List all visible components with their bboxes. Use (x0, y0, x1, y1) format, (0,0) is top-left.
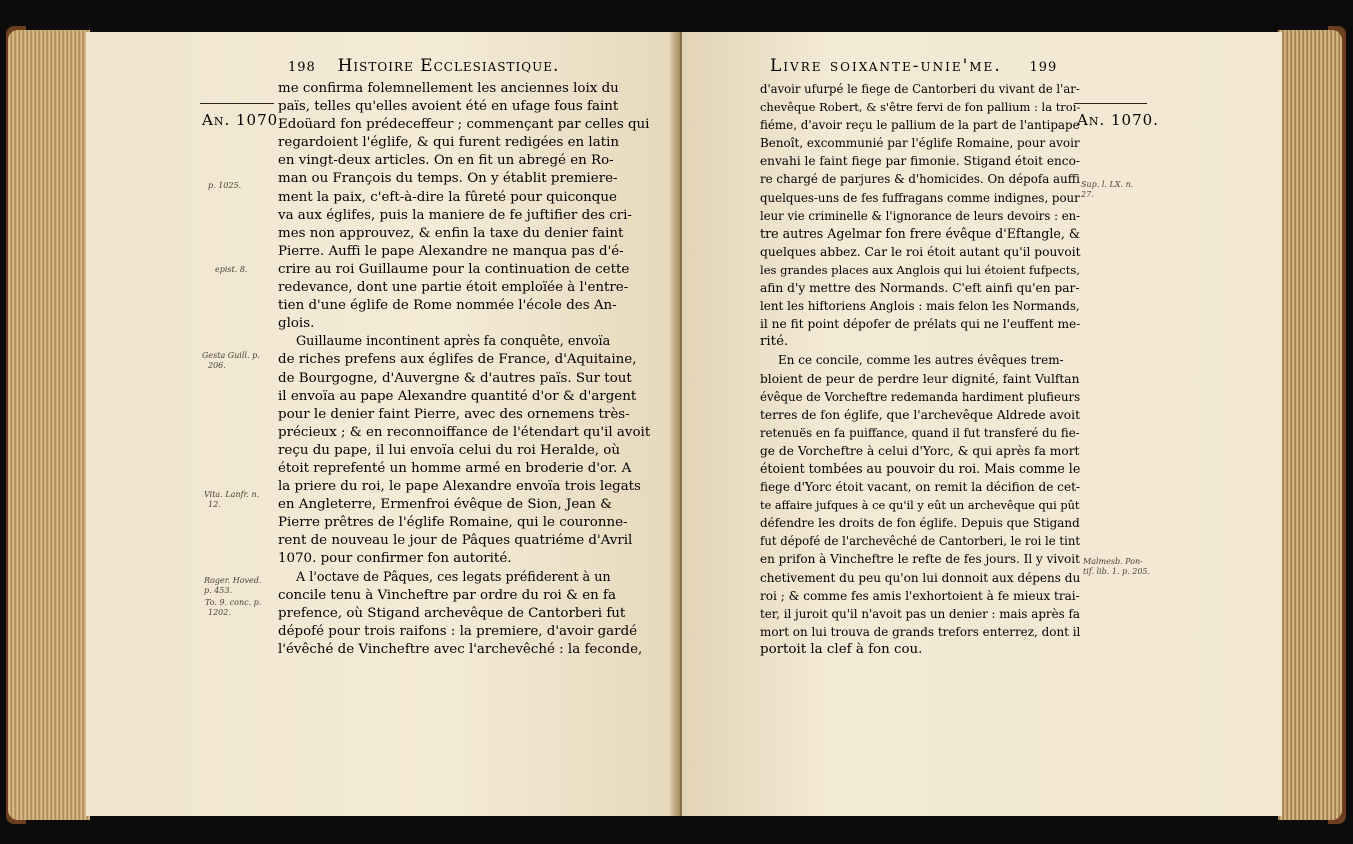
text-line: man ou François du temps. On y établit premiere- (278, 171, 618, 187)
text-line: rent de nouveau le jour de Pâques quatriéme d'Avril (278, 533, 633, 549)
text-line: ter, il juroit qu'il n'avoit pas un denier : mais après fa (760, 606, 1080, 621)
text-line: mort on lui trouva de grands trefors enterrez, dont il (760, 624, 1081, 639)
margin-note: Vita. Lanfr. n. (204, 490, 260, 499)
margin-note: Sup. l. LX. n. (1081, 180, 1134, 189)
text-line: il ne fit point dépofer de prélats qui ne l'euffent me- (760, 317, 1081, 332)
text-line: ment la paix, c'eft-à-dire la fûreté pour quiconque (278, 189, 617, 205)
margin-note: 12. (208, 500, 221, 509)
text-line: ge de Vorcheftre à celui d'Yorc, & qui après fa mort (760, 443, 1080, 458)
text-line: lent les hiftoriens Anglois : mais felon les Normands, (760, 299, 1080, 314)
text-line: me confirma folemnellement les anciennes loix du (278, 81, 619, 96)
text-line: quelques-uns de fes fuffragans comme indignes, pour (760, 190, 1080, 205)
margin-note: 27. (1081, 190, 1094, 199)
margin-note: tif. lib. 1. p. 205. (1083, 567, 1151, 576)
text-line: évêque de Vorcheftre redemanda hardiment plufieurs (760, 389, 1081, 404)
text-line: fiege d'Yorc étoit vacant, on remit la décifion de cet- (760, 480, 1081, 495)
text-line: va aux églifes, puis la maniere de fe juftifier des cri- (278, 207, 632, 223)
page-edges-right (1278, 30, 1342, 820)
text-line: pour le denier faint Pierre, avec des ornemens très- (278, 406, 630, 422)
right-year-label: An. 1070. (1077, 111, 1159, 129)
text-line: terres de fon églife, que l'archevêque Aldrede avoit (760, 407, 1080, 422)
right-year-rule (1075, 103, 1147, 104)
text-line: Pierre. Auffi le pape Alexandre ne manqua pas d'é- (278, 243, 624, 259)
text-line: glois. (278, 316, 315, 332)
text-line: tre autres Agelmar fon frere évêque d'Eftangle, & (760, 225, 1081, 241)
text-line: en prifon à Vincheftre le refte de fes jours. Il y vivoit (760, 552, 1080, 567)
text-line: re chargé de parjures & d'homicides. On dépofa auffi (760, 172, 1080, 187)
text-line: la priere du roi, le pape Alexandre envoïa trois legats (278, 479, 641, 495)
text-line: En ce concile, comme les autres évêques trem- (778, 353, 1064, 368)
text-line: étoient tombées au pouvoir du roi. Mais comme le (760, 460, 1081, 476)
left-year-label: An. 1070. (202, 111, 284, 129)
text-line: en Angleterre, Ermenfroi évêque de Sion, Jean & (278, 497, 613, 513)
margin-note: To. 9. conc. p. (205, 598, 262, 607)
text-line: rité. (760, 334, 789, 350)
text-line: reçu du pape, il lui envoïa celui du roi Heralde, où (278, 442, 620, 458)
text-line: te affaire jufques à ce qu'il y eût un archevêque qui pût (760, 498, 1080, 513)
text-line: Guillaume incontinent après fa conquête, envoïa (296, 334, 611, 350)
text-line: chetivement du peu qu'on lui donnoit aux dépens du (760, 570, 1081, 585)
text-line: chevêque Robert, & s'être fervi de fon pallium : la troi- (760, 100, 1081, 115)
text-line: défendre les droits de fon églife. Depuis que Stigand (760, 516, 1080, 531)
text-line: il envoïa au pape Alexandre quantité d'or & d'argent (278, 388, 637, 404)
text-line: l'évêché de Vincheftre avec l'archevêché : la feconde, (278, 641, 643, 657)
margin-note: 206. (208, 361, 226, 370)
text-line: païs, telles qu'elles avoient été en ufage fous faint (278, 99, 619, 115)
text-line: dépofé pour trois raifons : la premiere, d'avoir gardé (278, 623, 638, 639)
margin-note: Malmesb. Pon- (1083, 557, 1143, 566)
text-line: d'avoir ufurpé le fiege de Cantorberi du vivant de l'ar- (760, 82, 1080, 96)
margin-note: epist. 8. (215, 265, 248, 274)
text-line: fiéme, d'avoir reçu le pallium de la part de l'antipape (760, 118, 1080, 133)
margin-note: Roger. Hoved. (204, 576, 262, 585)
text-line: prefence, où Stigand archevêque de Cantorberi fut (278, 605, 626, 621)
text-line: Pierre prêtres de l'églife Romaine, qui le couronne- (278, 515, 628, 531)
margin-note: Gesta Guill. p. (202, 351, 260, 360)
text-line: mes non approuvez, & enfin la taxe du denier faint (278, 225, 624, 241)
left-body-text (278, 80, 658, 659)
right-running-head (770, 56, 1073, 76)
margin-note: p. 453. (204, 586, 233, 595)
text-line: crire au roi Guillaume pour la continuation de cette (278, 261, 630, 277)
text-line: de Bourgogne, d'Auvergne & d'autres païs. Sur tout (278, 370, 632, 386)
text-line: portoit la clef à fon cou. (760, 641, 923, 657)
text-line: Benoît, excommunié par l'églife Romaine, pour avoir (760, 136, 1080, 151)
text-line: tien d'une églife de Rome nommée l'école des An- (278, 298, 617, 314)
left-year-rule (200, 103, 274, 104)
left-running-head (288, 56, 559, 76)
left-page-number: 198 (288, 60, 316, 75)
page-edges-left (8, 30, 90, 820)
text-line: afin d'y mettre des Normands. C'eft ainfi qu'en par- (760, 281, 1080, 296)
text-line: 1070. pour confirmer fon autorité. (278, 551, 512, 567)
text-line: fut dépofé de l'archevêché de Cantorberi, le roi le tint (760, 534, 1081, 549)
text-line: A l'octave de Pâques, ces legats préfiderent à un (296, 569, 611, 585)
right-head-title: Livre soixante-unie'me. (770, 56, 1002, 76)
text-line: Edoüard fon prédeceffeur ; commençant par celles qui (278, 117, 650, 133)
text-line: leur vie criminelle & l'ignorance de leurs devoirs : en- (760, 208, 1081, 223)
text-line: en vingt-deux articles. On en fit un abregé en Ro- (278, 153, 614, 169)
text-line: étoit reprefenté un homme armé en broderie d'or. A (278, 460, 632, 476)
text-line: regardoient l'églife, & qui furent redigées en latin (278, 135, 619, 151)
text-line: concile tenu à Vincheftre par ordre du roi & en fa (278, 587, 616, 603)
text-line: bloient de peur de perdre leur dignité, faint Vulftan (760, 371, 1080, 386)
text-line: précieux ; & en reconnoiffance de l'étendart qu'il avoit (278, 424, 651, 440)
text-line: roi ; & comme fes amis l'exhortoient à fe mieux trai- (760, 588, 1080, 603)
text-line: quelques abbez. Car le roi étoit autant qu'il pouvoit (760, 244, 1081, 259)
right-body-text (760, 80, 1080, 659)
text-line: les grandes places aux Anglois qui lui étoient fufpects, (760, 262, 1080, 277)
text-line: retenuës en fa puiffance, quand il fut transferé du fie- (760, 425, 1080, 440)
right-page-number: 199 (1029, 60, 1058, 75)
left-head-title: Histoire Ecclesiastique. (337, 56, 560, 76)
text-line: redevance, dont une partie étoit emploïée à l'entre- (278, 280, 629, 296)
margin-note: p. 1025. (208, 181, 242, 190)
margin-note: 1202. (208, 608, 231, 617)
text-line: envahi le faint fiege par fimonie. Stigand étoit enco- (760, 154, 1080, 169)
text-line: de riches prefens aux églifes de France, d'Aquitaine, (278, 352, 637, 368)
